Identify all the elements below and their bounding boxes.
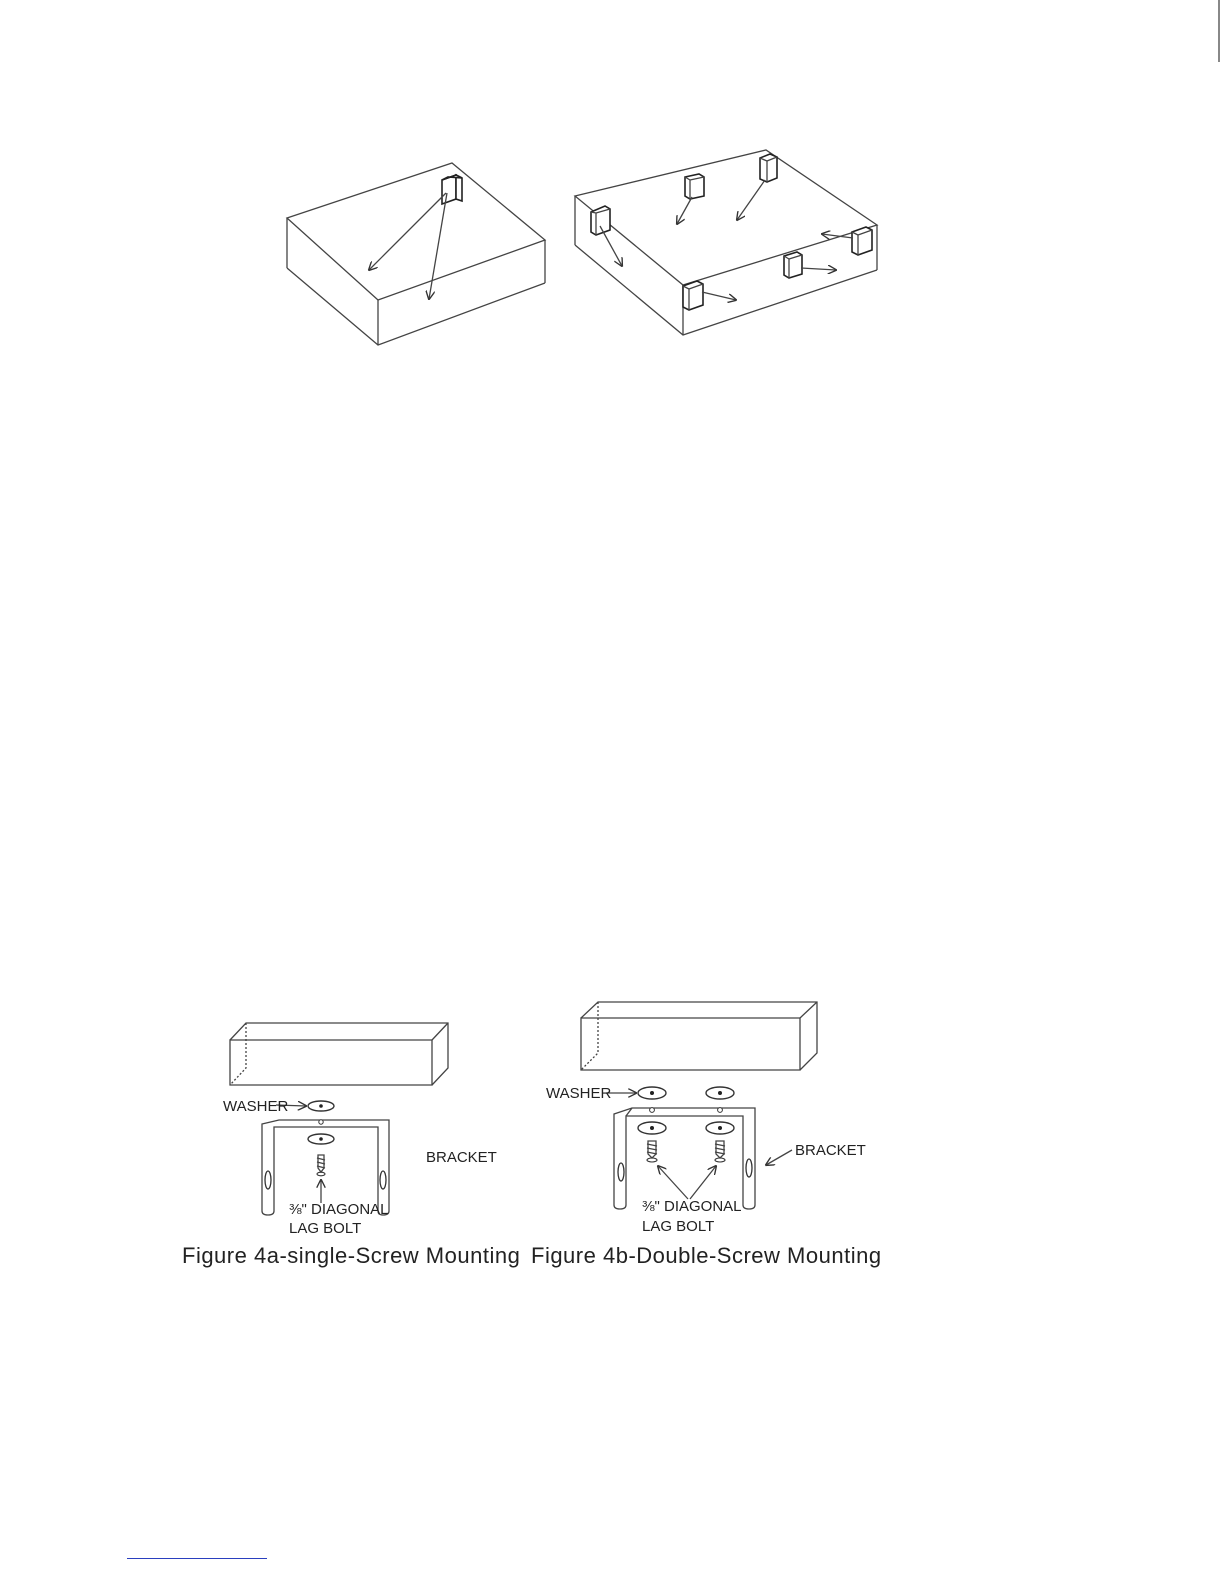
speaker-box	[685, 174, 704, 199]
lag-bolt	[647, 1141, 657, 1162]
figure-4a-single-screw	[182, 1023, 520, 1268]
ceiling-beam	[230, 1023, 448, 1085]
bolt-label-line2: LAG BOLT	[642, 1218, 715, 1235]
speaker-box	[760, 154, 777, 182]
sound-arrow	[369, 193, 446, 270]
room-diagram-single-speaker	[287, 163, 545, 345]
room-diagram-multi-speaker	[575, 150, 877, 335]
bolt-label-line2: LAG BOLT	[289, 1220, 362, 1237]
figure-4a-caption: Figure 4a-single-Screw Mounting	[182, 1243, 521, 1268]
washer	[308, 1101, 334, 1111]
bracket-label: BRACKET	[426, 1149, 497, 1166]
bolt-label-line1: ⅜" DIAGONAL	[289, 1201, 389, 1218]
speaker-box	[852, 227, 872, 255]
speaker-box	[442, 175, 462, 204]
bracket-label: BRACKET	[795, 1142, 866, 1159]
ceiling-beam	[581, 1002, 817, 1070]
footnote-rule	[127, 1558, 267, 1559]
sound-arrow	[429, 193, 447, 299]
figure-4b-double-screw	[531, 1002, 882, 1268]
bolt-label-line1: ⅜" DIAGONAL	[642, 1198, 742, 1215]
speaker-box	[784, 252, 802, 278]
washer	[638, 1087, 666, 1099]
speaker-box	[683, 281, 703, 310]
figure-4b-caption: Figure 4b-Double-Screw Mounting	[531, 1243, 882, 1268]
washer-label: WASHER	[223, 1098, 289, 1115]
washer	[638, 1122, 666, 1134]
lag-bolt	[317, 1155, 325, 1176]
speaker-box	[591, 206, 610, 235]
washer	[308, 1134, 334, 1144]
washer-label: WASHER	[546, 1085, 612, 1102]
lag-bolt	[715, 1141, 725, 1162]
washer	[706, 1122, 734, 1134]
washer	[706, 1087, 734, 1099]
bracket	[614, 1108, 755, 1209]
